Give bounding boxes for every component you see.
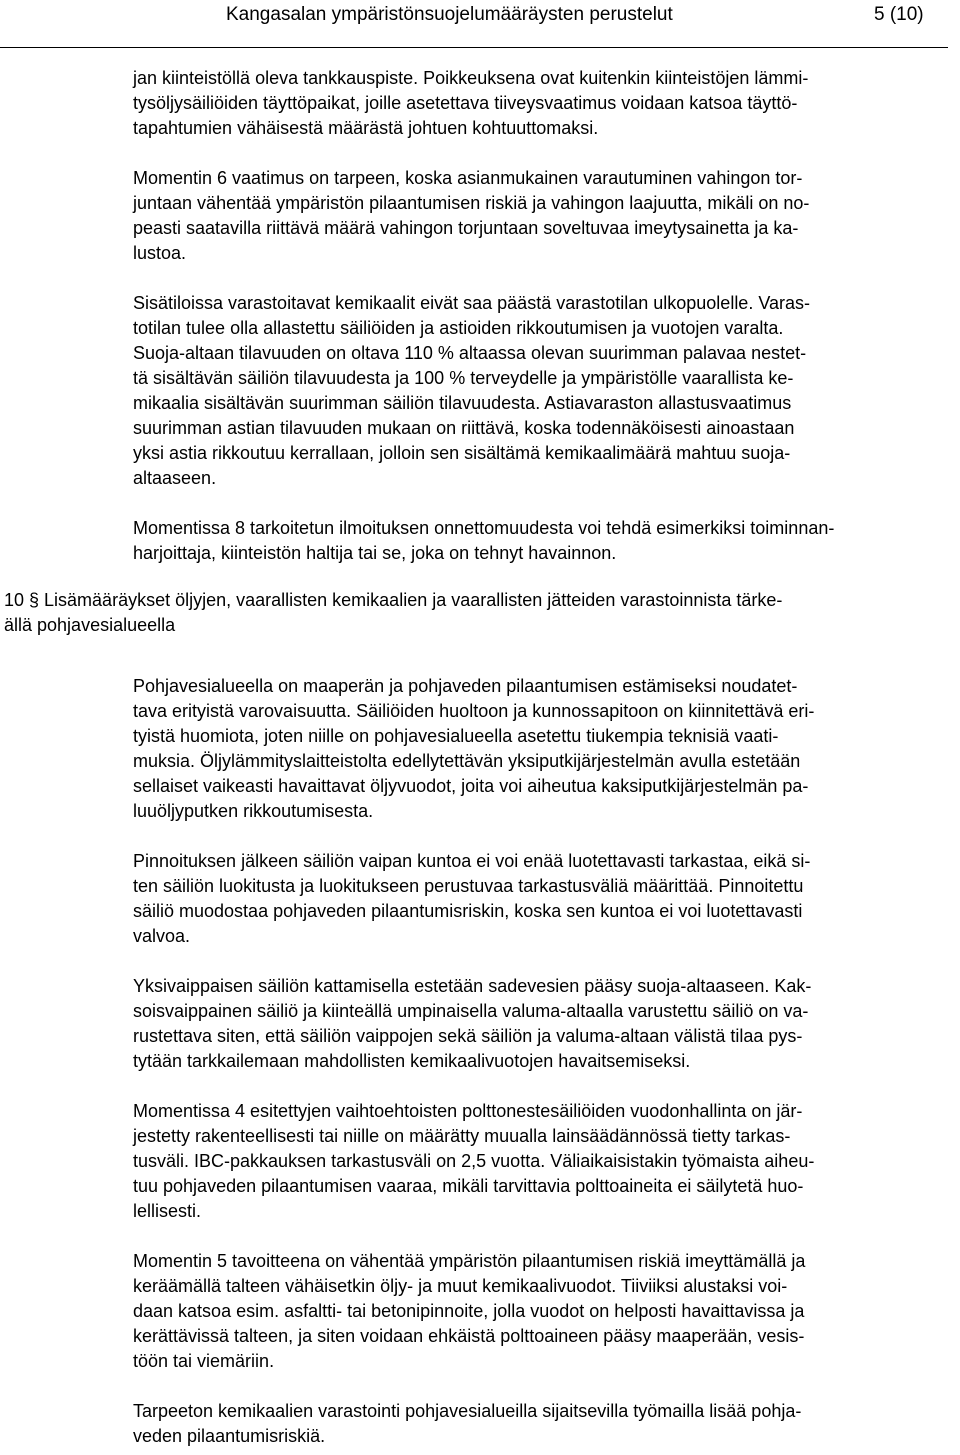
text-line: säiliö muodostaa pohjaveden pilaantumisriskin, koska sen kuntoa ei voi luotettavasti	[133, 901, 803, 921]
page-header	[0, 0, 960, 50]
text-line: Momentin 5 tavoitteena on vähentää ympäristön pilaantumisen riskiä imeyttämällä ja	[133, 1251, 806, 1271]
text-line: ten säiliön luokitusta ja luokitukseen perustuvaa tarkastusväliä määrittää. Pinnoitettu	[133, 876, 804, 896]
text-line: luuöljyputken rikkoutumisesta.	[133, 801, 374, 821]
text-line: tuu pohjaveden pilaantumisen vaaraa, mikäli tarvittavia polttoaineita ei säilytetä huo-	[133, 1176, 804, 1196]
text-line: tava erityistä varovaisuutta. Säiliöiden huoltoon ja kunnossapitoon on kiinnitettävä eri-	[133, 701, 815, 721]
text-line: veden pilaantumisriskiä.	[133, 1426, 326, 1446]
paragraph-tank-filling	[0, 66, 950, 141]
text-line: Sisätiloissa varastoitavat kemikaalit eivät saa päästä varastotilan ulkopuolelle. Varas-	[133, 293, 811, 313]
text-line: soisvaippainen säiliö ja kiinteällä umpinaisella valuma-altaalla varustettu säiliö on va-	[133, 1001, 809, 1021]
text-line: tysöljysäiliöiden täyttöpaikat, joille asetettava tiiveysvaatimus voidaan katsoa täyttö-	[133, 93, 798, 113]
paragraph-spacer	[0, 824, 960, 849]
paragraph-groundwater-area	[0, 674, 950, 824]
text-line: lustoa.	[133, 243, 187, 263]
text-line: valvoa.	[133, 926, 191, 946]
document-title: Kangasalan ympäristönsuojelumääräysten perustelut	[226, 4, 673, 25]
document-body	[0, 66, 960, 1449]
paragraph-single-shell-tank	[0, 974, 950, 1074]
text-line: Yksivaippaisen säiliön kattamisella estetään sadevesien pääsy suoja-altaaseen. Kak-	[133, 976, 812, 996]
text-line: tä sisältävän säiliön tilavuudesta ja 100 % terveydelle ja ympäristölle vaarallista ke-	[133, 368, 794, 388]
text-line: Momentissa 8 tarkoitetun ilmoituksen onnettomuudesta voi tehdä esimerkiksi toiminnan-	[133, 518, 835, 538]
text-line: daan katsoa esim. asfaltti- tai betonipinnoite, jolla vuodot on helposti havaittavissa ja	[133, 1301, 805, 1321]
text-line: sellaiset vaikeasti havaittavat öljyvuodot, joita voi aiheutua kaksiputkijärjestelmän pa-	[133, 776, 809, 796]
paragraph-spacer	[0, 266, 960, 291]
text-line: kerättävissä talteen, ja siten voidaan ehkäistä polttoaineen pääsy maaperään, vesis-	[133, 1326, 805, 1346]
paragraph-spacer	[0, 1374, 960, 1399]
heading-line: 10 § Lisämääräykset öljyjen, vaarallisten kemikaalien ja vaarallisten jätteiden varastoinnista tärke-	[4, 590, 783, 610]
text-line: jestetty rakenteellisesti tai niille on määrätty muualla lainsäädännössä tietty tarkas-	[133, 1126, 791, 1146]
text-line: muksia. Öljylämmityslaitteistolta edellytettävän yksiputkijärjestelmän avulla estetään	[133, 751, 801, 771]
text-line: tapahtumien vähäisestä määrästä johtuen kohtuuttomaksi.	[133, 118, 599, 138]
section-heading	[0, 588, 950, 638]
page-number: 5 (10)	[874, 4, 924, 25]
text-line: Pinnoituksen jälkeen säiliön vaipan kuntoa ei voi enää luotettavasti tarkastaa, eikä si-	[133, 851, 811, 871]
text-line: peasti saatavilla riittävä määrä vahingon torjuntaan soveltuvaa imeytysainetta ja ka-	[133, 218, 799, 238]
paragraph-spacer	[0, 949, 960, 974]
text-line: Pohjavesialueella on maaperän ja pohjaveden pilaantumisen estämiseksi noudatet-	[133, 676, 798, 696]
paragraph-spacer	[0, 566, 960, 588]
text-line: harjoittaja, kiinteistön haltija tai se, joka on tehnyt havainnon.	[133, 543, 617, 563]
text-line: töön tai viemäriin.	[133, 1351, 275, 1371]
text-line: keräämällä talteen vähäisetkin öljy- ja muut kemikaalivuodot. Tiiviiksi alustaksi voi-	[133, 1276, 788, 1296]
heading-line: ällä pohjavesialueella	[4, 615, 176, 635]
text-line: jan kiinteistöllä oleva tankkauspiste. Poikkeuksena ovat kuitenkin kiinteistöjen lämmi-	[133, 68, 809, 88]
text-line: Momentissa 4 esitettyjen vaihtoehtoisten polttonestesäiliöiden vuodonhallinta on jär-	[133, 1101, 803, 1121]
text-line: tytään tarkkailemaan mahdollisten kemikaalivuotojen havaitsemiseksi.	[133, 1051, 691, 1071]
text-line: lellisesti.	[133, 1201, 202, 1221]
text-line: Momentin 6 vaatimus on tarpeen, koska asianmukainen varautuminen vahingon tor-	[133, 168, 803, 188]
paragraph-coating	[0, 849, 950, 949]
text-line: Tarpeeton kemikaalien varastointi pohjavesialueilla sijaitsevilla työmailla lisää pohja-	[133, 1401, 802, 1421]
text-line: Suoja-altaan tilavuuden on oltava 110 % altaassa olevan suurimman palavaa nestet-	[133, 343, 807, 363]
text-line: tyistä huomiota, joten niille on pohjavesialueella asetettu tiukempia teknisiä vaati-	[133, 726, 779, 746]
paragraph-spacer	[0, 1074, 960, 1099]
paragraph-moment-5	[0, 1249, 950, 1374]
paragraph-unnecessary-storage	[0, 1399, 950, 1449]
paragraph-spacer	[0, 141, 960, 166]
text-line: totilan tulee olla allastettu säiliöiden ja astioiden rikkoutumisen ja vuotojen varalta.	[133, 318, 784, 338]
text-line: rustettava siten, että säiliön vaippojen sekä säiliön ja valuma-altaan välistä tilaa pys-	[133, 1026, 803, 1046]
text-line: yksi astia rikkoutuu kerrallaan, jolloin sen sisältämä kemikaalimäärä mahtuu suoja-	[133, 443, 791, 463]
text-line: juntaan vähentää ympäristön pilaantumisen riskiä ja vahingon laajuutta, mikäli on no-	[133, 193, 810, 213]
paragraph-moment-8	[0, 516, 950, 566]
text-line: altaaseen.	[133, 468, 217, 488]
paragraph-spacer	[0, 1224, 960, 1249]
header-divider	[0, 47, 948, 48]
paragraph-moment-4	[0, 1099, 950, 1224]
paragraph-spacer	[0, 491, 960, 516]
paragraph-indoor-storage	[0, 291, 950, 491]
text-line: mikaalia sisältävän suurimman säiliön tilavuudesta. Astiavaraston allastusvaatimus	[133, 393, 792, 413]
paragraph-moment-6	[0, 166, 950, 266]
text-line: tusväli. IBC-pakkauksen tarkastusväli on 2,5 vuotta. Väliaikaisistakin työmaista aiheu-	[133, 1151, 815, 1171]
paragraph-spacer	[0, 638, 960, 674]
text-line: suurimman astian tilavuuden mukaan on riittävä, koska todennäköisesti ainoastaan	[133, 418, 795, 438]
